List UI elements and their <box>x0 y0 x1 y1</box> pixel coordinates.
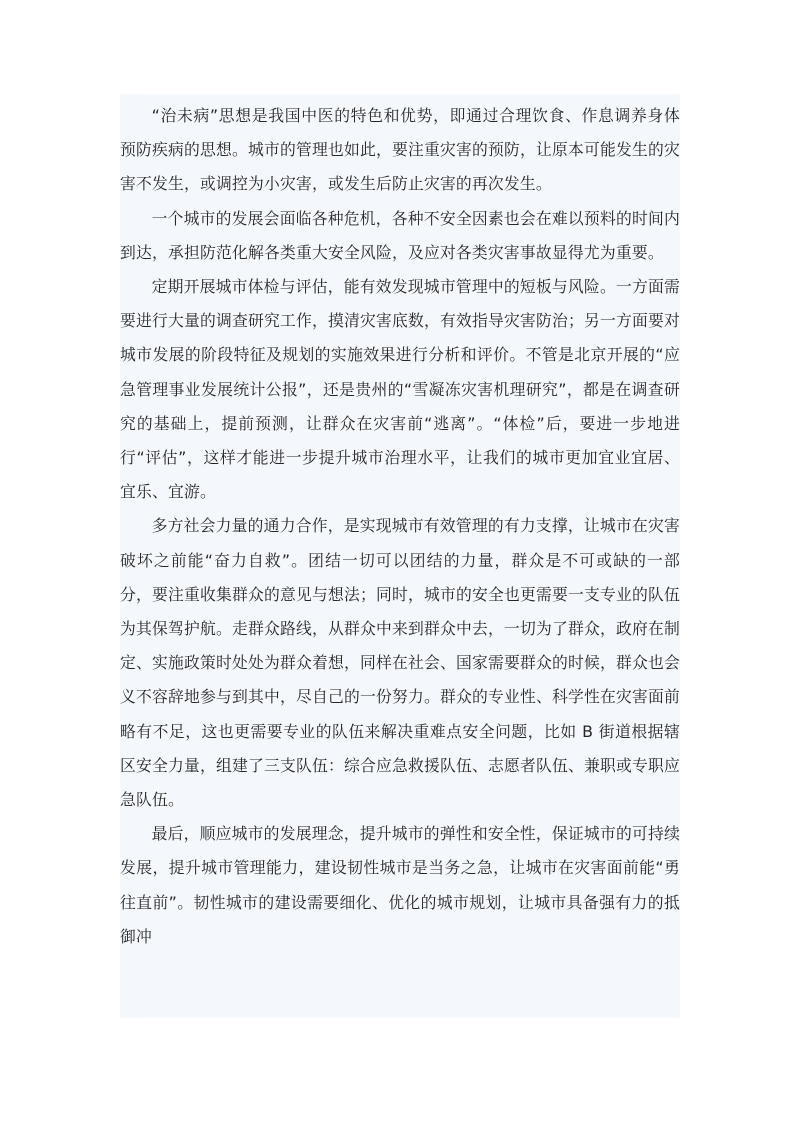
paragraph: 多方社会力量的通力合作，是实现城市有效管理的有力支撑，让城市在灾害破坏之前能“奋力自救”。团结一切可以团结的力量，群众是不可或缺的一部分，要注重收集群众的意见与想法；同时，城市的安全也更需要一支专业的队伍为其保驾护航。走群众路线，从群众中来到群众中去，一切为了群众，政府在制定、实施政策时处处为群众着想，同样在社会、国家需要群众的时候，群众也会义不容辞地参与到其中，尽自己的一份努力。群众的专业性、科学性在灾害面前略有不足，这也更需要专业的队伍来解决重难点安全问题，比如 B 街道根据辖区安全力量，组建了三支队伍：综合应急救援队伍、志愿者队伍、兼职或专职应急队伍。 <box>120 516 680 810</box>
paragraph: 最后，顺应城市的发展理念，提升城市的弹性和安全性，保证城市的可持续发展，提升城市管理能力，建设韧性城市是当务之急，让城市在灾害面前能“勇往直前”。韧性城市的建设需要细化、优化的城市规划，让城市具备强有力的抵御冲 <box>120 824 680 946</box>
paragraph: 定期开展城市体检与评估，能有效发现城市管理中的短板与风险。一方面需要进行大量的调查研究工作，摸清灾害底数，有效指导灾害防治；另一方面要对城市发展的阶段特征及规划的实施效果进行分析和评价。不管是北京开展的“应急管理事业发展统计公报”，还是贵州的“雪凝冻灾害机理研究”，都是在调查研究的基础上，提前预测，让群众在灾害前“逃离”。“体检”后，要进一步地进行“评估”，这样才能进一步提升城市治理水平，让我们的城市更加宜业宜居、宜乐、宜游。 <box>120 277 680 502</box>
paragraph: “治未病”思想是我国中医的特色和优势，即通过合理饮食、作息调养身体预防疾病的思想。城市的管理也如此，要注重灾害的预防，让原本可能发生的灾害不发生，或调控为小灾害，或发生后防止灾害的再次发生。 <box>120 106 680 194</box>
document-body <box>120 99 680 954</box>
paragraph: 一个城市的发展会面临各种危机，各种不安全因素也会在难以预料的时间内到达，承担防范化解各类重大安全风险，及应对各类灾害事故显得尤为重要。 <box>120 208 680 262</box>
